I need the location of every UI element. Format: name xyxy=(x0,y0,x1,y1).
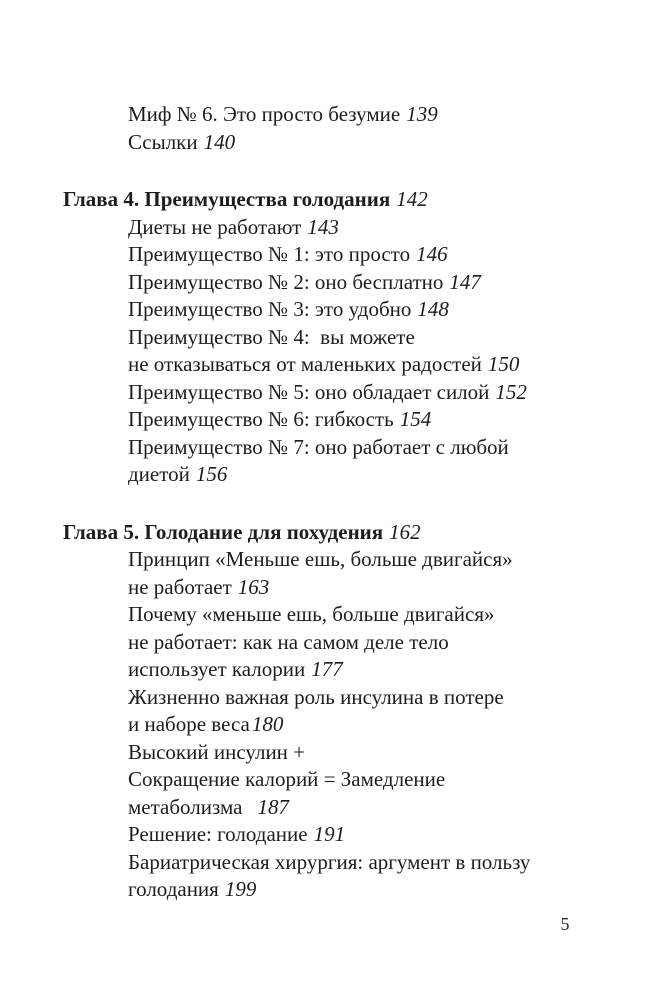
toc-entry-line xyxy=(128,656,608,684)
entry-page-number: 180 xyxy=(251,712,284,736)
toc-entry xyxy=(128,214,608,242)
entry-text: не отказываться от маленьких радостей xyxy=(128,352,482,376)
entry-text: метаболизма xyxy=(128,794,243,819)
chapter-heading xyxy=(63,519,608,547)
toc-entry-line xyxy=(128,574,608,602)
toc-entry-line xyxy=(128,434,608,462)
entry-page-number: 199 xyxy=(224,877,257,901)
entry-page-number: 143 xyxy=(307,214,339,239)
entry-page-number: 156 xyxy=(195,462,228,486)
entry-text: и наборе веса xyxy=(128,712,250,736)
entry-text: Почему «меньше ешь, больше двигайся» xyxy=(128,602,495,626)
toc-section xyxy=(63,186,608,489)
toc-entry-line xyxy=(128,269,608,297)
toc-entry-line xyxy=(128,739,608,767)
toc-entry-line xyxy=(128,406,608,434)
entry-page-number: 150 xyxy=(487,352,520,376)
toc-entry-line xyxy=(128,849,608,877)
toc-entries xyxy=(128,214,608,489)
entry-text: Жизненно важная роль инсулина в потере xyxy=(128,684,504,709)
entry-text: Ссылки xyxy=(128,129,198,154)
toc-entry-line xyxy=(128,324,608,352)
toc-entry xyxy=(128,684,608,739)
entry-text: диетой xyxy=(128,462,190,486)
entry-page-number: 139 xyxy=(406,102,438,126)
entry-page-number: 146 xyxy=(416,242,448,266)
toc-entry-line xyxy=(128,379,608,407)
entry-page-number: 187 xyxy=(257,794,289,819)
entry-text: Преимущество № 4: вы можете xyxy=(128,324,415,349)
toc-entry xyxy=(128,821,608,849)
toc-entry-line xyxy=(128,351,608,379)
toc-entry xyxy=(128,849,608,904)
toc-entry xyxy=(128,241,608,269)
entry-text: Высокий инсулин + xyxy=(128,739,306,764)
toc-entry-line xyxy=(128,241,608,269)
entry-text: голодания xyxy=(128,877,219,901)
entry-page-number: 177 xyxy=(311,657,343,681)
toc-entry-line xyxy=(128,794,608,822)
entry-text: Преимущество № 3: это удобно xyxy=(128,297,412,321)
toc-entry-line xyxy=(128,546,608,574)
toc-entry xyxy=(128,546,608,601)
toc-entry xyxy=(128,379,608,407)
chapter-heading xyxy=(63,186,608,214)
entry-text: Решение: голодание xyxy=(128,822,308,846)
entry-page-number: 140 xyxy=(203,129,236,154)
toc-entry xyxy=(128,324,608,379)
entry-page-number: 163 xyxy=(237,574,270,599)
toc-entry-line xyxy=(128,601,608,629)
toc-section xyxy=(63,101,608,156)
toc-entry-line xyxy=(128,629,608,657)
toc-entry xyxy=(128,739,608,822)
toc-section xyxy=(63,519,608,904)
entry-text: Преимущество № 6: гибкость xyxy=(128,407,394,431)
entry-text: Принцип «Меньше ешь, больше двигайся» xyxy=(128,547,513,571)
entry-page-number: 148 xyxy=(417,297,449,321)
chapter-heading-text: Глава 5. Голодание для похудения xyxy=(63,519,384,544)
page-number: 5 xyxy=(560,914,570,934)
entry-page-number: 154 xyxy=(399,407,432,431)
entry-text: Преимущество № 5: оно обладает силой xyxy=(128,379,490,404)
entry-text: Диеты не работают xyxy=(128,214,302,239)
toc-entry xyxy=(128,296,608,324)
entry-page-number: 147 xyxy=(449,269,481,294)
table-of-contents xyxy=(63,101,608,904)
chapter-heading-text: Глава 4. Преимущества голодания xyxy=(63,187,391,211)
toc-entry-line xyxy=(128,684,608,712)
toc-entry-line xyxy=(128,214,608,242)
toc-entry-line xyxy=(128,766,608,794)
toc-entry xyxy=(128,406,608,434)
toc-entry-line xyxy=(128,711,608,739)
toc-entry xyxy=(128,129,608,157)
chapter-page-number: 162 xyxy=(389,519,421,544)
entry-text: не работает xyxy=(128,574,232,599)
toc-entry-line xyxy=(128,296,608,324)
toc-entry-line xyxy=(128,461,608,489)
entry-text: Преимущество № 2: оно бесплатно xyxy=(128,269,444,294)
toc-entry-line xyxy=(128,876,608,904)
toc-entry xyxy=(128,601,608,684)
toc-entry xyxy=(128,269,608,297)
toc-entries xyxy=(128,101,608,156)
chapter-page-number: 142 xyxy=(396,187,428,211)
toc-entry-line xyxy=(128,821,608,849)
toc-entry xyxy=(128,101,608,129)
entry-text: Преимущество № 7: оно работает с любой xyxy=(128,434,509,459)
entry-text: не работает: как на самом деле тело xyxy=(128,629,449,654)
toc-entries xyxy=(128,546,608,904)
entry-page-number: 152 xyxy=(495,379,527,404)
entry-page-number: 191 xyxy=(313,822,346,846)
toc-entry-line xyxy=(128,101,608,129)
entry-text: Сокращение калорий = Замедление xyxy=(128,767,446,791)
toc-entry-line xyxy=(128,129,608,157)
entry-text: Преимущество № 1: это просто xyxy=(128,242,411,266)
entry-text: Миф № 6. Это просто безумие xyxy=(128,102,401,126)
toc-entry xyxy=(128,434,608,489)
entry-text: использует калории xyxy=(128,657,306,681)
entry-text: Бариатрическая хирургия: аргумент в пользу xyxy=(128,849,531,874)
